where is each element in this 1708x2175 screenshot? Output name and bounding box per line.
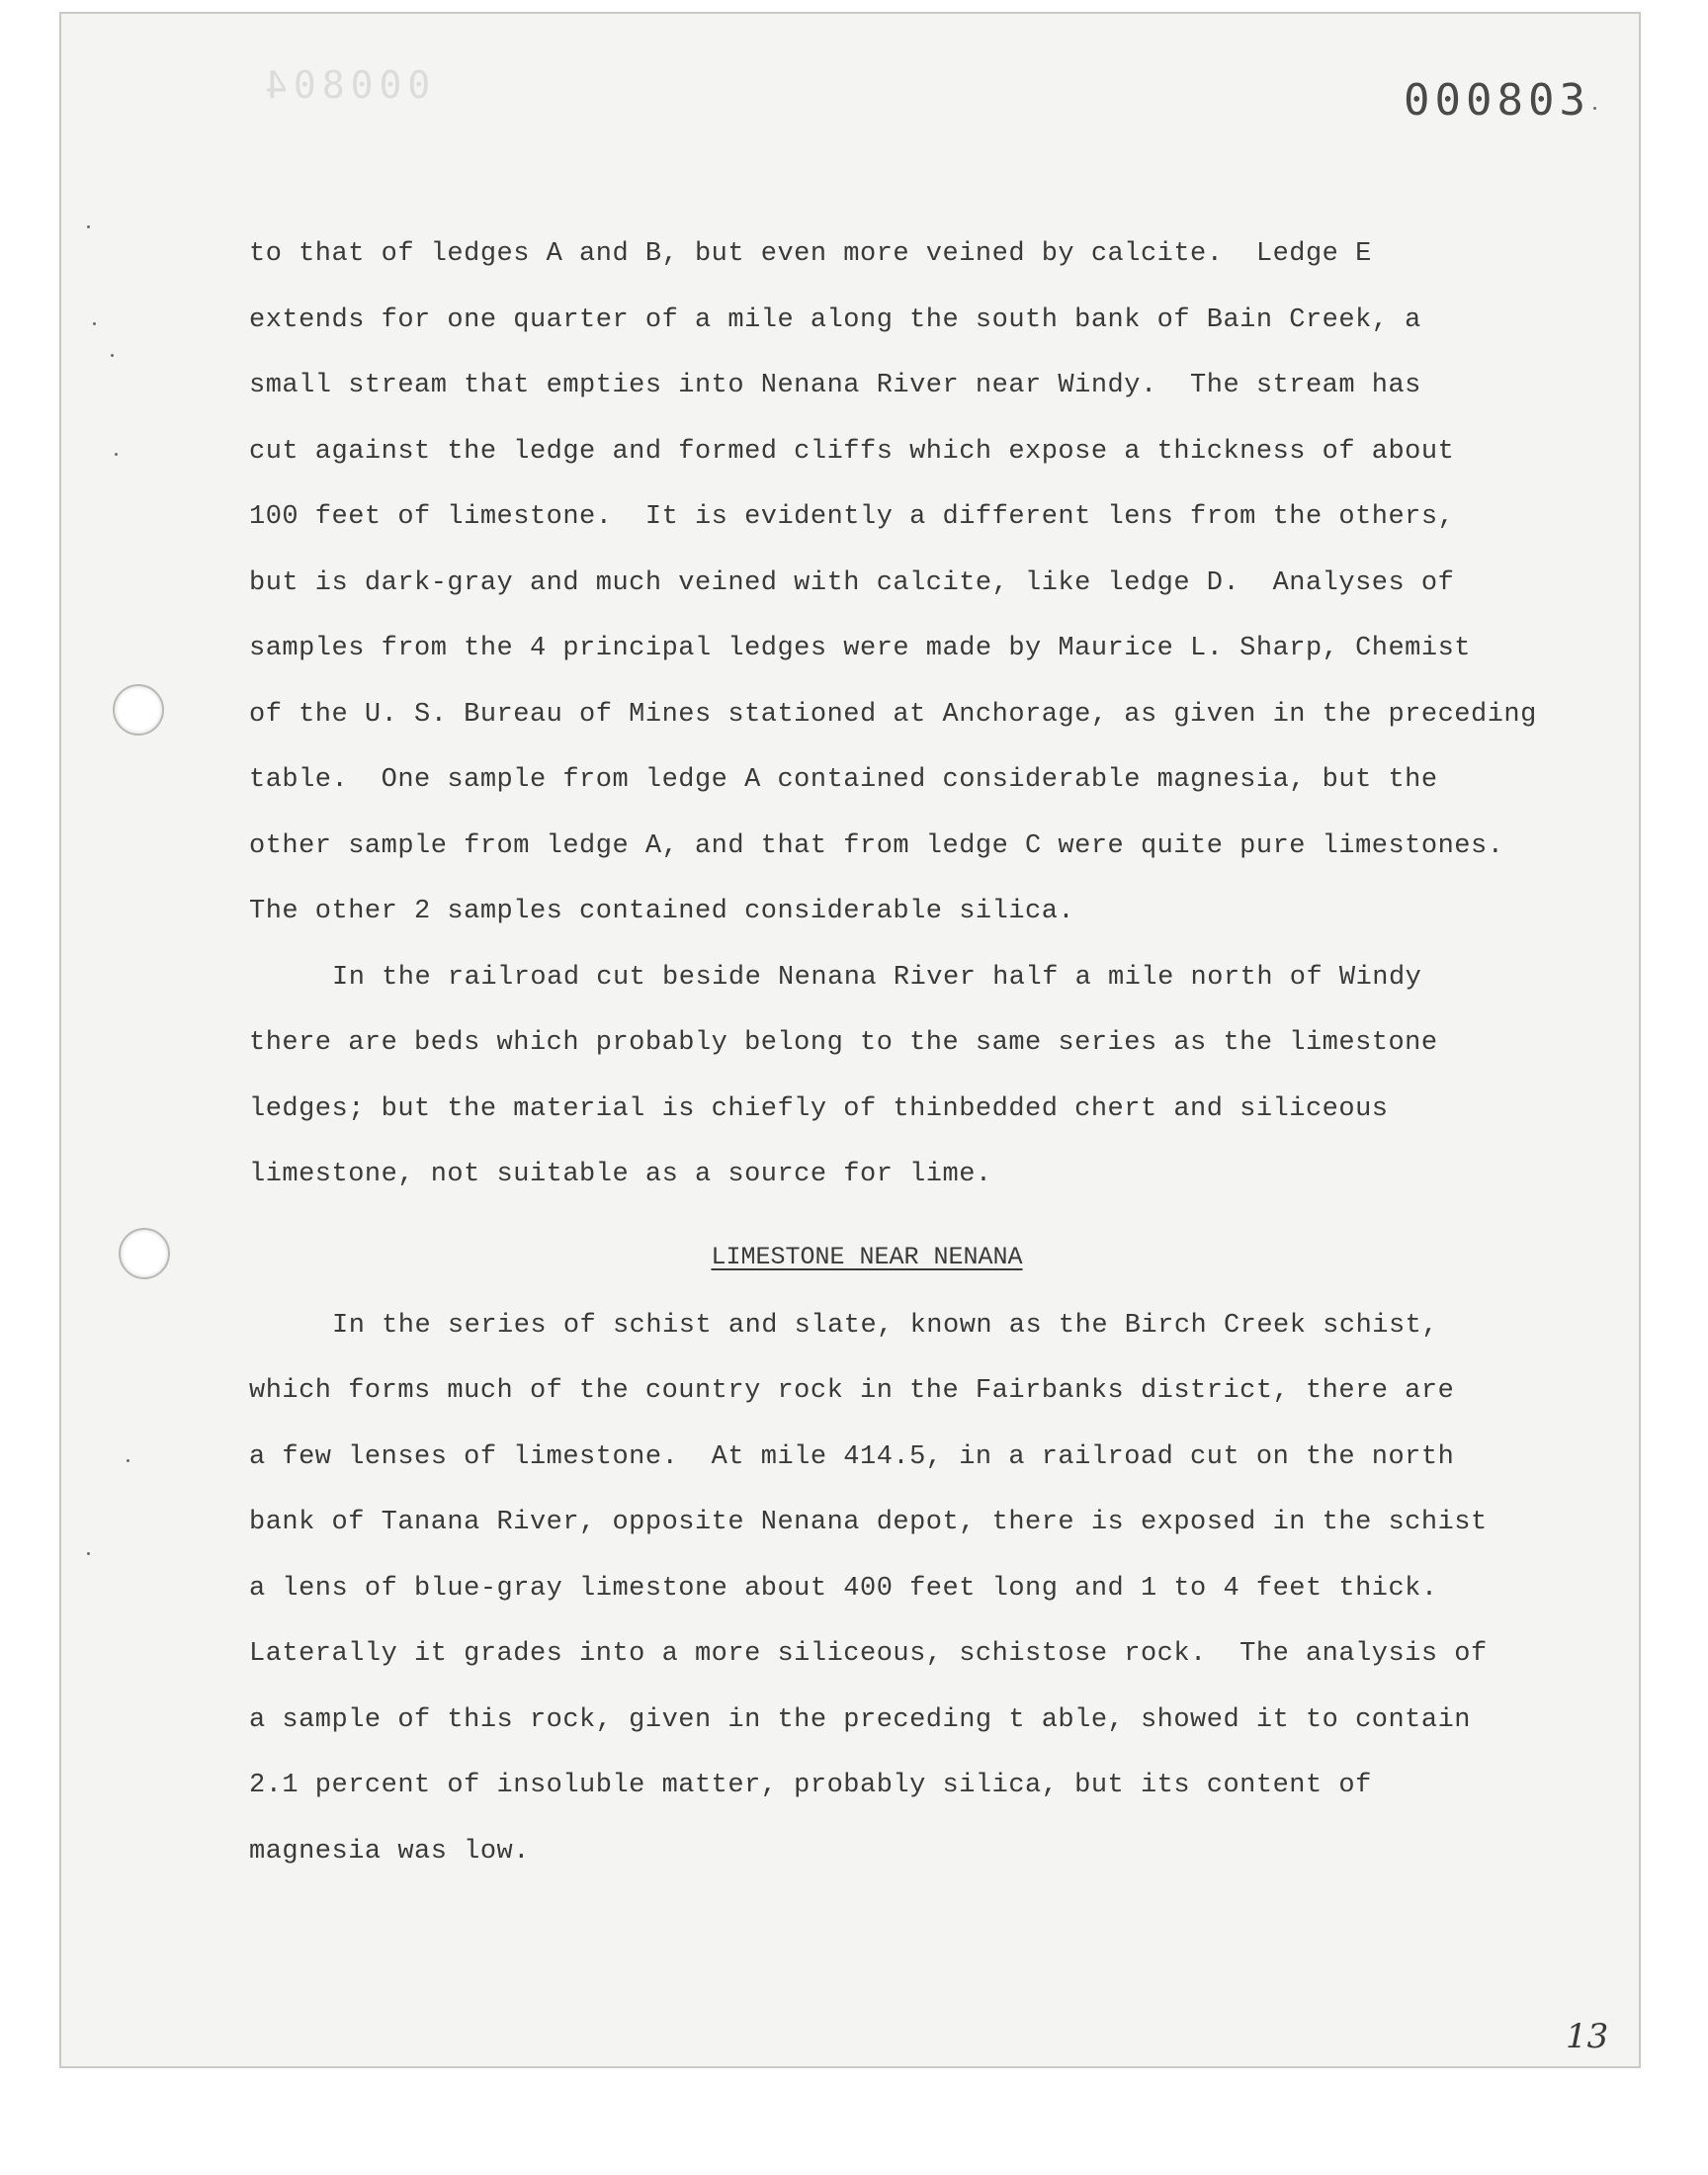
dust-speck [1593,107,1596,110]
dust-speck [87,1552,90,1555]
text-line: a few lenses of limestone. At mile 414.5, in a railroad cut on the north [249,1441,1455,1472]
dust-speck [115,453,118,456]
text-line: cut against the ledge and formed cliffs which expose a thickness of about [249,436,1455,467]
punch-hole [113,684,164,736]
typed-text-body [249,221,1564,1884]
text-line: In the railroad cut beside Nenana River half a mile north of Windy [332,962,1422,993]
text-line: small stream that empties into Nenana River near Windy. The stream has [249,371,1421,400]
text-line: which forms much of the country rock in the Fairbanks district, there are [249,1376,1455,1406]
dust-speck [127,1459,129,1462]
dust-speck [111,354,114,357]
text-line: limestone, not suitable as a source for lime. [249,1160,992,1189]
text-line: extends for one quarter of a mile along the south bank of Bain Creek, a [249,304,1421,335]
text-line: The other 2 samples contained considerable silica. [249,897,1075,926]
text-line: a sample of this rock, given in the preceding t able, showed it to contain [249,1704,1471,1735]
text-line: samples from the 4 principal ledges were made by Maurice L. Sharp, Chemist [249,634,1471,663]
text-line: other sample from ledge A, and that from ledge C were quite pure limestones. [249,830,1504,861]
paragraph-railroad-cut [249,945,1564,1208]
text-line: table. One sample from ledge A contained considerable magnesia, but the [249,765,1438,795]
bleed-through-stamp-number: 000804 [259,63,431,107]
text-line: of the U. S. Bureau of Mines stationed at Anchorage, as given in the preceding [249,699,1537,730]
dust-speck [87,225,90,228]
text-line: In the series of schist and slate, known as the Birch Creek schist, [332,1310,1439,1341]
text-line: but is dark-gray and much veined with calcite, like ledge D. Analyses of [249,567,1455,598]
text-line: to that of ledges A and B, but even more veined by calcite. Ledge E [249,239,1372,269]
text-line: 2.1 percent of insoluble matter, probably silica, but its content of [249,1771,1372,1800]
text-line: 100 feet of limestone. It is evidently a different lens from the others, [249,502,1455,532]
text-line: a lens of blue-gray limestone about 400 feet long and 1 to 4 feet thick. [249,1573,1438,1604]
punch-hole [119,1228,170,1279]
page-number: 13 [1566,2017,1609,2056]
section-heading [249,1228,1485,1287]
paragraph-nenana [249,1293,1564,1885]
text-line: ledges; but the material is chiefly of thinbedded chert and siliceous [249,1093,1389,1124]
document-stamp-number: 000803 [1404,75,1590,126]
paragraph-ledges [249,221,1564,945]
text-line: magnesia was low. [249,1836,530,1867]
section-heading-text: LIMESTONE NEAR NENANA [711,1242,1023,1271]
text-line: there are beds which probably belong to the same series as the limestone [249,1028,1438,1058]
text-line: Laterally it grades into a more siliceous, schistose rock. The analysis of [249,1639,1488,1669]
dust-speck [93,322,96,325]
text-line: bank of Tanana River, opposite Nenana depot, there is exposed in the schist [249,1508,1488,1537]
